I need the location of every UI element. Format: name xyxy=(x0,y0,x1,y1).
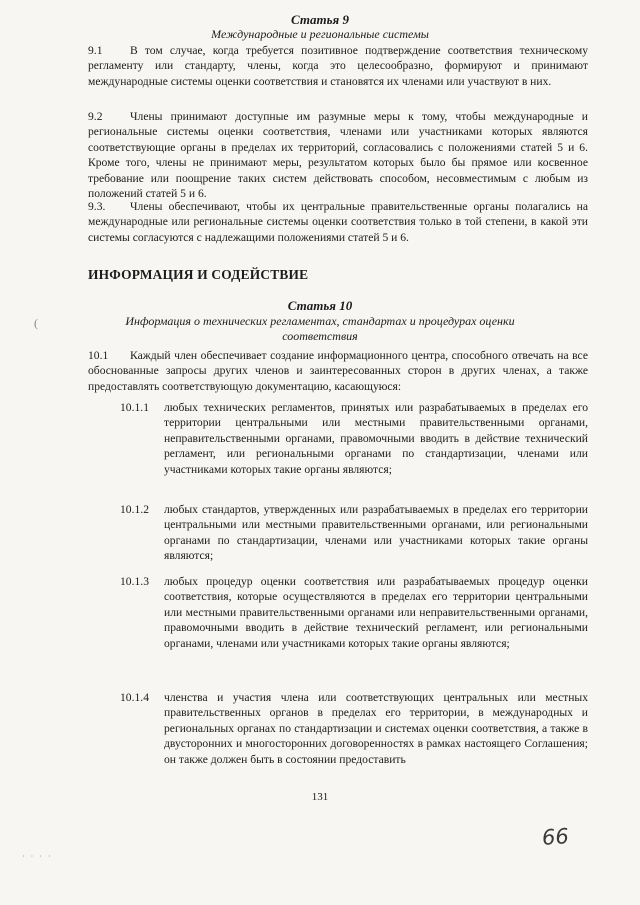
page-number: 131 xyxy=(311,791,329,803)
subparagraph-10-1-1 xyxy=(120,400,588,490)
article-10-subtitle: Информация о технических регламентах, стандартах и процедурах оценки соответствия xyxy=(125,314,515,343)
article-10-title: Статья 10 xyxy=(287,298,353,313)
paragraph-9-2 xyxy=(88,109,588,201)
subparagraph-text: членства и участия члена или соответствующих центральных или местных правительственных органов в пределах его территории, в международных и региональных органах по стандартизации и системах оценки соответствия, а также в двусторонних и многосторонних договоренностях в рамках настоящего Соглашения; он также должен быть в состоянии предоставить xyxy=(164,691,588,766)
article-9-subtitle: Международные и региональные системы xyxy=(211,27,429,41)
subparagraph-number: 10.1.2 xyxy=(120,503,149,516)
paragraph-number: 9.3. xyxy=(88,200,106,213)
paragraph-9-1 xyxy=(88,43,588,89)
subparagraph-number: 10.1.3 xyxy=(120,575,149,588)
paragraph-number: 9.1 xyxy=(88,44,103,57)
subparagraph-text: любых технических регламентов, принятых или разрабатываемых в пределах его территории центральными или местными правительственными органами, неправительственными органами, правомочными вводить в действие технический регламент, или региональными органами по стандартизации, членами или участниками которых такие органы являются; xyxy=(164,401,588,476)
subparagraph-number: 10.1.1 xyxy=(120,401,149,414)
handwritten-page-mark: 66 xyxy=(541,824,570,850)
scan-artifact: ( xyxy=(34,316,38,330)
paragraph-number: 9.2 xyxy=(88,110,103,123)
section-title: ИНФОРМАЦИЯ И СОДЕЙСТВИЕ xyxy=(88,267,309,282)
subparagraph-text: любых процедур оценки соответствия или разрабатываемых процедур оценки соответствия, которые осуществляются в пределах его территории центральными или местными правительственными органами или неправительственными органами, правомочными вводить в действие технический регламент, или региональными органами, членами или участниками которых такие органы являются; xyxy=(164,575,588,650)
subparagraph-number: 10.1.4 xyxy=(120,691,149,704)
subparagraph-10-1-4 xyxy=(120,690,588,770)
paragraph-text: Члены обеспечивают, чтобы их центральные правительственные органы полагались на международные или региональные системы оценки соответствия только в той степени, в какой эти системы согласуются с надлежащими положениями статей 5 и 6. xyxy=(88,200,588,244)
subparagraph-text: любых стандартов, утвержденных или разрабатываемых в пределах его территории центральными или местными правительственными органами, или региональными органами по стандартизации, членами или участниками которых такие органы являются; xyxy=(164,503,588,563)
paragraph-10-1 xyxy=(88,348,588,394)
paragraph-text: Каждый член обеспечивает создание информационного центра, способного отвечать на все обоснованные запросы других членов и заинтересованных сторон в других членах, а также предоставлять соответствующую документацию, касающуюся: xyxy=(88,349,588,393)
paragraph-text: В том случае, когда требуется позитивное подтверждение соответствия техническому регламенту или стандарту, члены, когда это целесообразно, формируют и принимают международные системы оценки соответствия и становятся их членами или участвуют в них. xyxy=(88,44,588,88)
article-9-title: Статья 9 xyxy=(291,12,349,27)
paragraph-9-3 xyxy=(88,199,588,245)
subparagraph-10-1-3 xyxy=(120,574,588,668)
paragraph-number: 10.1 xyxy=(88,349,109,362)
scan-artifact: · · · · xyxy=(22,852,53,861)
subparagraph-10-1-2 xyxy=(120,502,588,564)
paragraph-text: Члены принимают доступные им разумные меры к тому, чтобы международные и региональные системы оценки соответствия, членами или участниками которых являются соответствующие органы в пределах их территорий, согласовались с положениями статей 5 и 6. Кроме того, члены не принимают меры, результатом которых было бы прямое или косвенное требование или поощрение таких систем действовать способом, несовместимым с любым из положений статей 5 и 6. xyxy=(88,110,588,201)
